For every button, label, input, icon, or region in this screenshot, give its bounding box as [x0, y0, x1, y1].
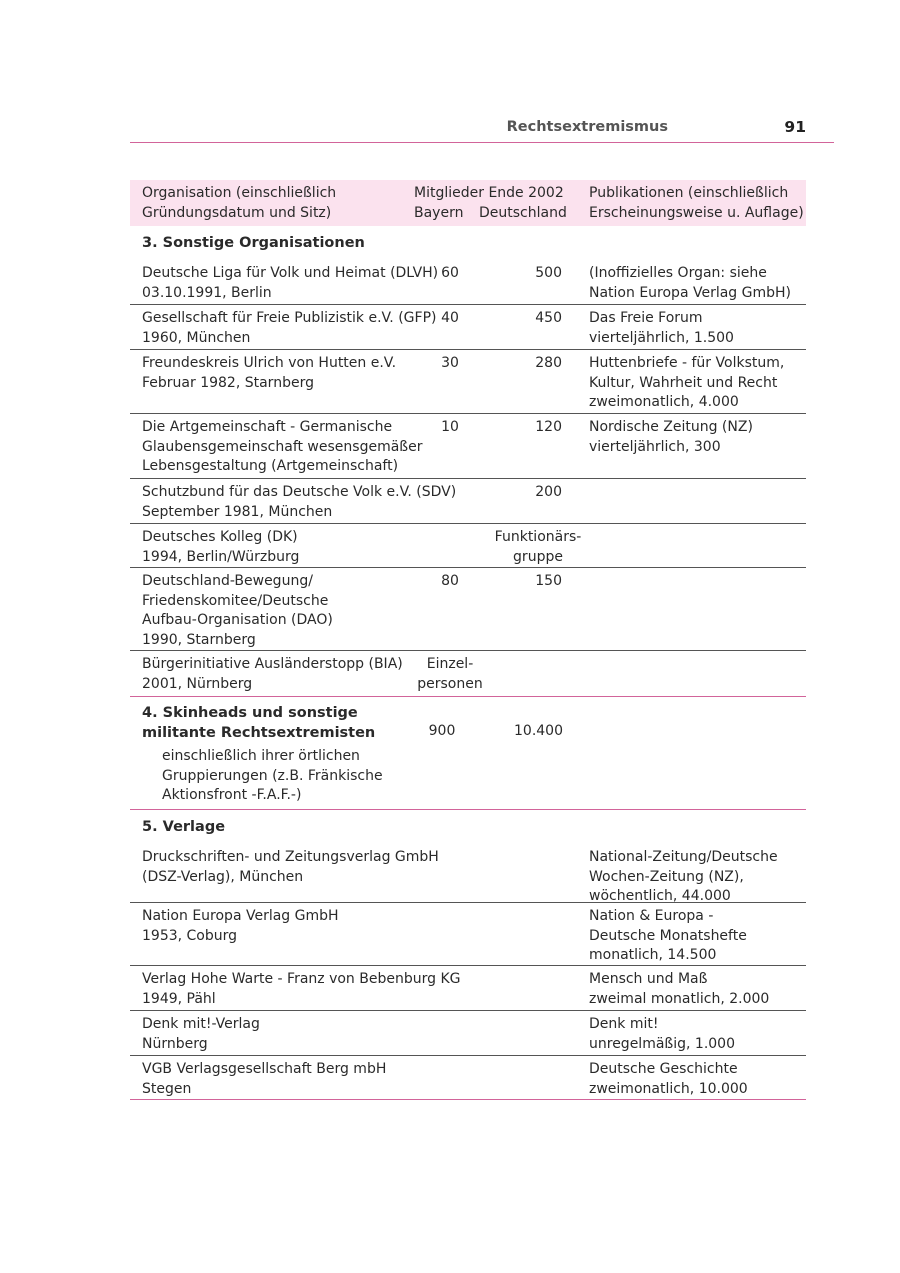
bayern-cell: 10	[441, 419, 459, 435]
section-3-title: 3. Sonstige Organisationen	[142, 235, 365, 251]
publication-cell: Nordische Zeitung (NZ) vierteljährlich, 300	[589, 419, 753, 455]
publication-cell: Denk mit! unregelmäßig, 1.000	[589, 1016, 735, 1052]
table-row	[130, 1056, 806, 1100]
table-row	[130, 479, 806, 524]
organisation-cell: Deutschland-Bewegung/ Friedenskomitee/Deutsche Aufbau-Organisation (DAO) 1990, Starnberg	[142, 573, 333, 648]
bayern-cell: 30	[441, 355, 459, 371]
section-5-title: 5. Verlage	[142, 819, 226, 835]
deutschland-cell: 150	[535, 573, 562, 589]
publication-cell: National-Zeitung/Deutsche Wochen-Zeitung (NZ), wöchentlich, 44.000	[589, 849, 778, 904]
table-header	[130, 180, 806, 226]
organisation-cell: Deutsche Liga für Volk und Heimat (DLVH) 03.10.1991, Berlin	[142, 265, 439, 301]
bayern-cell: 60	[441, 265, 459, 281]
table-row	[130, 305, 806, 350]
organisation-cell: Druckschriften- und Zeitungsverlag GmbH (DSZ-Verlag), München	[142, 849, 439, 885]
section-4-note: einschließlich ihrer örtlichen Gruppierungen (z.B. Fränkische Aktionsfront -F.A.F.-)	[162, 748, 383, 803]
section-title: Rechtsextremismus	[506, 119, 668, 135]
deutschland-cell: 500	[535, 265, 562, 281]
organisation-cell: Die Artgemeinschaft - Germanische Glaubensgemeinschaft wesensgemäßer Lebensgestaltung (Artgemeinschaft)	[142, 419, 423, 474]
bayern-cell: 80	[441, 573, 459, 589]
publication-cell: Mensch und Maß zweimal monatlich, 2.000	[589, 971, 770, 1007]
organisation-cell: Gesellschaft für Freie Publizistik e.V. (GFP) 1960, München	[142, 310, 437, 346]
column-header-publikationen: Publikationen (einschließlich Erscheinungsweise u. Auflage)	[589, 185, 804, 221]
table-row	[130, 524, 806, 568]
table-row	[130, 350, 806, 414]
bayern-cell: 900	[428, 723, 456, 739]
publication-cell: Deutsche Geschichte zweimonatlich, 10.000	[589, 1061, 748, 1097]
bayern-cell: 40	[441, 310, 459, 326]
organisation-cell: Bürgerinitiative Ausländerstopp (BIA) 2001, Nürnberg	[142, 656, 403, 692]
column-header-organisation: Organisation (einschließlich Gründungsdatum und Sitz)	[142, 185, 337, 221]
section-heading	[130, 810, 806, 844]
table-row	[130, 414, 806, 479]
section-4-title: 4. Skinheads und sonstige militante Rechtsextremisten	[142, 705, 376, 741]
table-row	[130, 651, 806, 697]
organizations-table	[130, 180, 806, 1100]
publication-cell: Huttenbriefe - für Volkstum, Kultur, Wahrheit und Recht zweimonatlich, 4.000	[589, 355, 785, 410]
publication-cell: (Inoffizielles Organ: siehe Nation Europa Verlag GmbH)	[589, 265, 791, 301]
organisation-cell: Verlag Hohe Warte - Franz von Bebenburg KG 1949, Pähl	[142, 971, 461, 1007]
deutschland-cell: 120	[535, 419, 562, 435]
column-header-members: Mitglieder Ende 2002	[414, 185, 564, 201]
skinheads-section	[130, 697, 806, 810]
organisation-cell: Deutsches Kolleg (DK) 1994, Berlin/Würzburg	[142, 529, 300, 565]
deutschland-cell: 280	[535, 355, 562, 371]
table-row	[130, 260, 806, 305]
column-header-deutschland: Deutschland	[479, 204, 567, 221]
table-row	[130, 568, 806, 651]
section-heading	[130, 226, 806, 260]
table-row	[130, 903, 806, 966]
table-row	[130, 1011, 806, 1056]
deutschland-cell: 10.400	[514, 723, 563, 739]
organisation-cell: Denk mit!-Verlag Nürnberg	[142, 1016, 260, 1052]
table-row	[130, 844, 806, 903]
organisation-cell: Nation Europa Verlag GmbH 1953, Coburg	[142, 908, 339, 944]
column-header-bayern: Bayern	[414, 204, 464, 221]
bayern-cell: Einzel- personen	[417, 656, 483, 692]
page-number: 91	[784, 118, 806, 136]
table-row	[130, 966, 806, 1011]
deutschland-cell: Funktionärs- gruppe	[494, 529, 582, 565]
deutschland-cell: 200	[535, 484, 562, 500]
page-header	[130, 116, 834, 143]
publication-cell: Nation & Europa - Deutsche Monatshefte monatlich, 14.500	[589, 908, 747, 963]
deutschland-cell: 450	[535, 310, 562, 326]
publication-cell: Das Freie Forum vierteljährlich, 1.500	[589, 310, 734, 346]
organisation-cell: Freundeskreis Ulrich von Hutten e.V. Februar 1982, Starnberg	[142, 355, 397, 391]
organisation-cell: VGB Verlagsgesellschaft Berg mbH Stegen	[142, 1061, 387, 1097]
organisation-cell: Schutzbund für das Deutsche Volk e.V. (SDV) September 1981, München	[142, 484, 457, 520]
